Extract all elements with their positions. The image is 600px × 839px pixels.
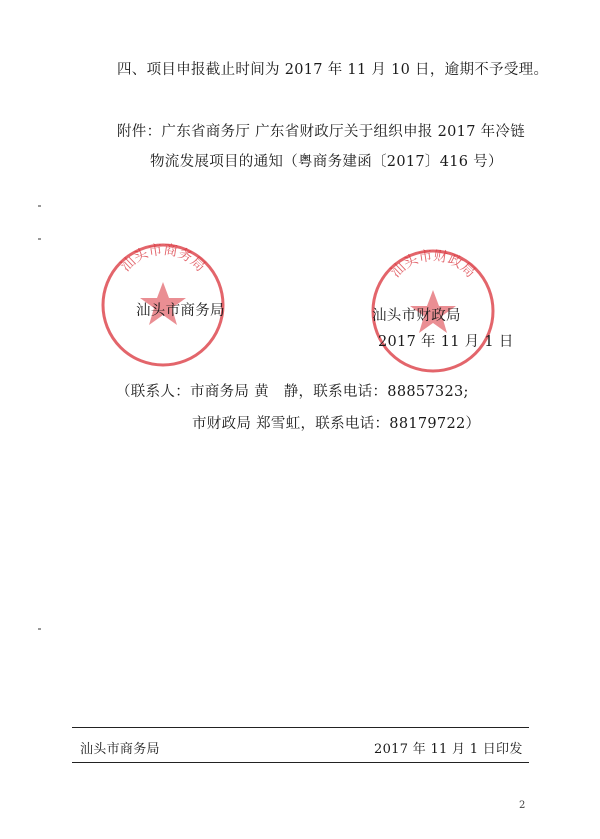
left-seal-text: 汕头市商务局: [117, 242, 209, 275]
contact-line-1: （联系人：市商务局 黄 静，联系电话：88857323;: [116, 384, 469, 400]
right-seal-text: 汕头市财政局: [387, 248, 479, 281]
scan-speck: [38, 205, 41, 207]
scan-speck: [38, 238, 41, 240]
contact-line-2: 市财政局 郑雪虹，联系电话：88179722）: [192, 416, 481, 432]
footer-top-rule: [72, 727, 529, 728]
scan-speck: [38, 628, 41, 630]
footer-issuer: 汕头市商务局: [80, 742, 160, 757]
attachment-line-2: 物流发展项目的通知（粤商务建函〔2017〕416 号）: [150, 154, 503, 170]
attachment-line-1: 附件：广东省商务厅 广东省财政厅关于组织申报 2017 年冷链: [117, 124, 526, 140]
footer-issue-date: 2017 年 11 月 1 日印发: [374, 742, 523, 757]
item-deadline: 四、项目申报截止时间为 2017 年 11 月 10 日，逾期不予受理。: [117, 62, 549, 78]
svg-text:汕头市商务局: [118, 242, 208, 275]
left-signer: 汕头市商务局: [136, 303, 225, 319]
page-number: 2: [519, 800, 526, 811]
right-signer: 汕头市财政局: [372, 308, 461, 324]
signing-date: 2017 年 11 月 1 日: [378, 334, 514, 350]
footer-bottom-rule: [72, 762, 529, 763]
